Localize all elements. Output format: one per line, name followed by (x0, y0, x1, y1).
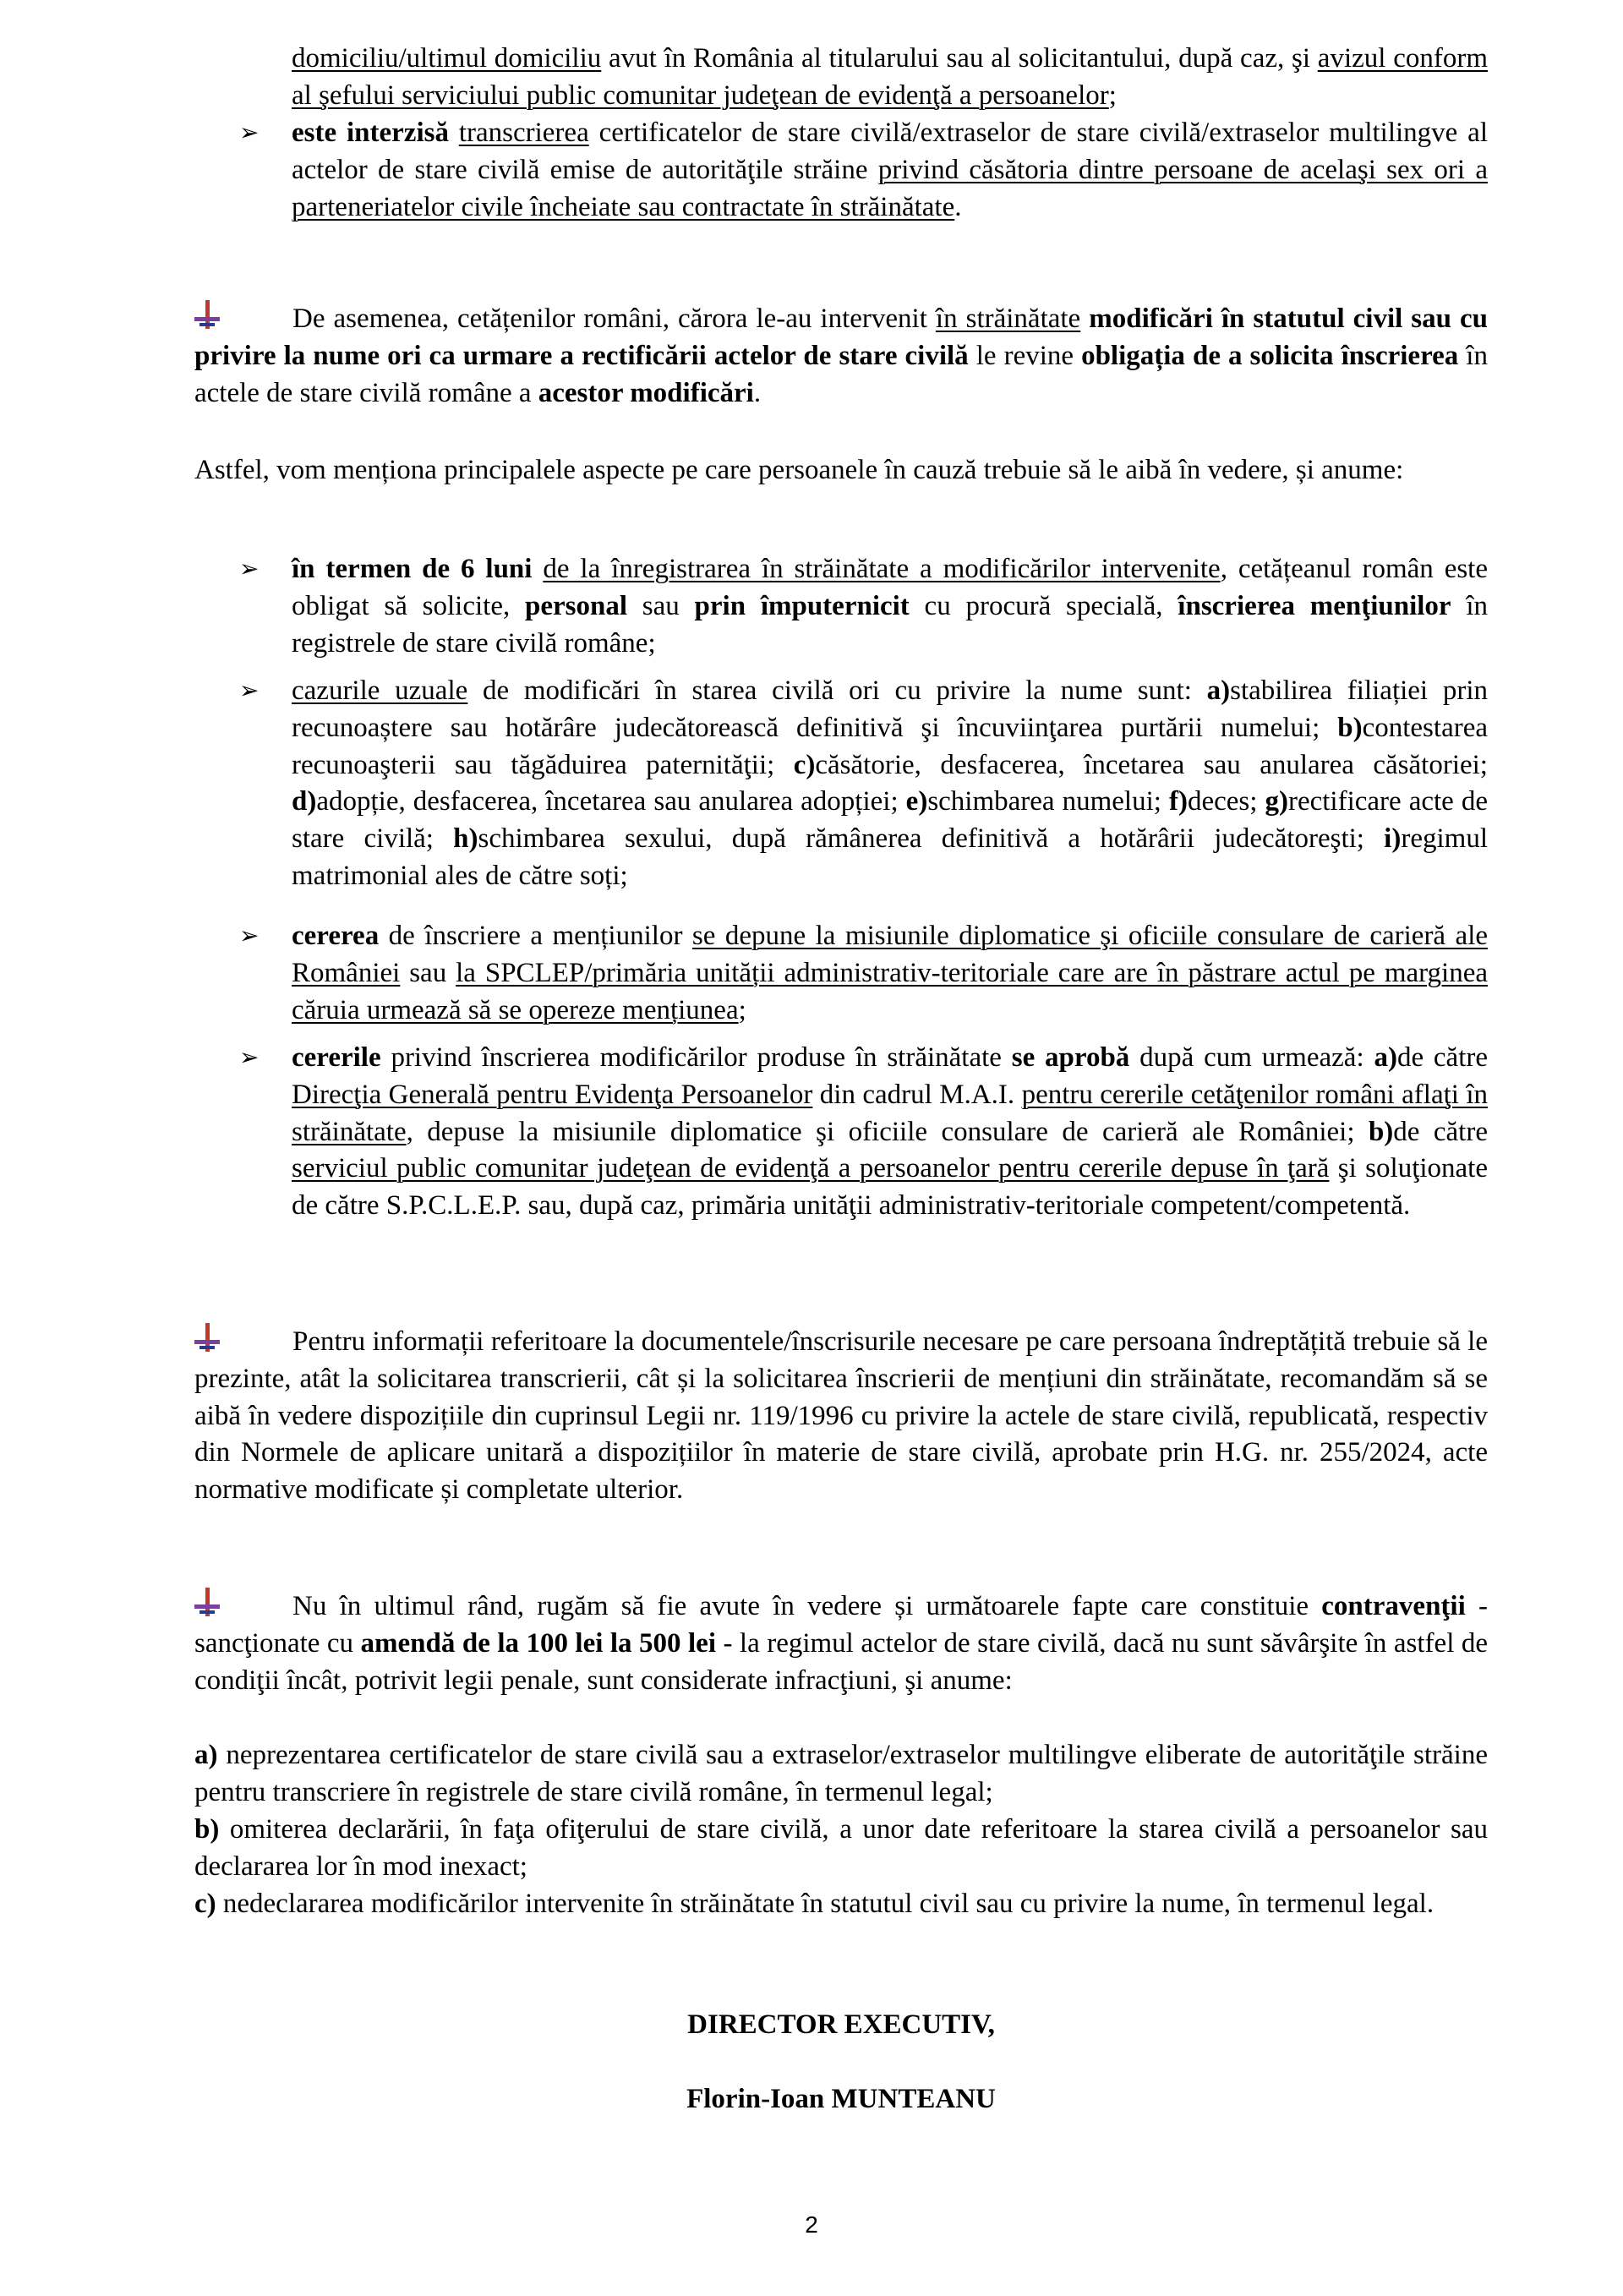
list-item-deadline: în termen de 6 luni de la înregistrarea în străinătate a modificărilor intervenite, cetățeanul român este obligat să solicite, personal sau prin împuternicit cu procură specială, înscrierea menţiunilor în registrele de stare civilă române; (292, 554, 1489, 659)
arrow-bullet-icon: ➢ (239, 556, 260, 582)
paragraph-intro: Astfel, vom menționa principalele aspecte pe care persoanele în cauză trebuie să le aibă în vedere, și anume: (194, 455, 1404, 485)
list-item-continuation: domiciliu/ultimul domiciliu avut în România al titularului sau al solicitantului, după caz, şi avizul conform al şefului serviciului public comunitar judeţean de evidenţă a persoanelor; (292, 43, 1488, 111)
paragraph-documents: Pentru informații referitoare la documentele/înscrisurile necesare pe care persoana îndreptățită trebuie să le prezinte, atât la solicitarea transcrierii, cât și la solicitarea înscrierii de mențiuni din străinătate, recomandăm să se aibă în vedere dispozițiile din cuprinsul Legii nr. 119/1996 cu privire la actele de stare civilă, republicată, respectiv din Normele de aplicare unitară a dispozițiilor în materie de stare civilă, aprobate prin H.G. nr. 255/2024, acte normative modificate și completate ulterior. (194, 1326, 1488, 1506)
contravention-item-c: c) nedeclararea modificărilor intervenite în străinătate în statutul civil sau cu privire la nume, în termenul legal. (194, 1889, 1434, 1919)
arrow-bullet-icon: ➢ (239, 120, 260, 146)
arrow-bullet-icon: ➢ (239, 1045, 260, 1071)
page-number: 2 (805, 2211, 818, 2238)
arrow-bullet-icon: ➢ (239, 678, 260, 704)
arrow-bullet-icon: ➢ (239, 923, 260, 949)
signature-title: DIRECTOR EXECUTIV, (687, 2009, 995, 2040)
contravention-item-b: b) omiterea declarării, în faţa ofiţerului de stare civilă, a unor date referitoare la starea civilă a persoanelor sau declararea lor în mod inexact; (194, 1814, 1488, 1882)
list-item-cases: cazurile uzuale de modificări în starea civilă ori cu privire la nume sunt: a)stabilirea filiației prin recunoaștere sau hotărâre judecătorească definitivă şi încuviinţarea purtării numelui; b)contestarea recunoaşterii sau tăgăduirea paternităţii; c)căsătorie, desfacerea, încetarea sau anularea căsătoriei; d)adopție, desfacerea, încetarea sau anularea adopției; e)schimbarea numelui; f)deces; g)rectificare acte de stare civilă; h)schimbarea sexului, după rămânerea definitivă a hotărârii judecătoreşti; i)regimul matrimonial ales de către soți; (292, 675, 1488, 891)
paragraph-contraventions: Nu în ultimul rând, rugăm să fie avute în vedere și următoarele fapte care constituie contravenţii - sancţionate cu amendă de la 100 lei la 500 lei - la regimul actelor de stare civilă, dacă nu sunt săvârşite în astfel de condiţii încât, potrivit legii penale, sunt considerate infracţiuni, şi anume: (194, 1591, 1488, 1696)
paragraph-obligation: De asemenea, cetățenilor români, cărora le-au intervenit în străinătate modificări în statutul civil sau cu privire la nume ori ca urmare a rectificării actelor de stare civilă le revine obligația de a solicita înscrierea în actele de stare civilă române a acestor modificări. (194, 303, 1489, 408)
list-item-approval: cererile privind înscrierea modificărilor produse în străinătate se aprobă după cum urmează: a)de către Direcţia Generală pentru Evidenţa Persoanelor din cadrul M.A.I. pentru cererile cetăţenilor români aflaţi în străinătate, depuse la misiunile diplomatice şi oficiile consulare de carieră ale României; b)de către serviciul public comunitar judeţean de evidenţă a persoanelor pentru cererile depuse în ţară şi soluţionate de către S.P.C.L.E.P. sau, după caz, primăria unităţii administrativ-teritoriale competent/competentă. (292, 1042, 1489, 1222)
list-item-request-filing: cererea de înscriere a mențiunilor se depune la misiunile diplomatice şi oficiile consulare de carieră ale României sau la SPCLEP/primăria unității administrativ-teritoriale care are în păstrare actul pe marginea căruia urmează să se opereze mențiunea; (292, 921, 1489, 1025)
contravention-item-a: a) neprezentarea certificatelor de stare civilă sau a extraselor/extraselor multilingve eliberate de autorităţile străine pentru transcriere în registrele de stare civilă române, în termenul legal; (194, 1740, 1488, 1807)
list-item-transcription-ban: este interzisă transcrierea certificatelor de stare civilă/extraselor de stare civilă/extraselor multilingve al actelor de stare civilă emise de autorităţile străine privind căsătoria dintre persoane de acelaşi sex ori a parteneriatelor civile încheiate sau contractate în străinătate. (292, 118, 1488, 222)
signature-name: Florin-Ioan MUNTEANU (686, 2084, 996, 2114)
